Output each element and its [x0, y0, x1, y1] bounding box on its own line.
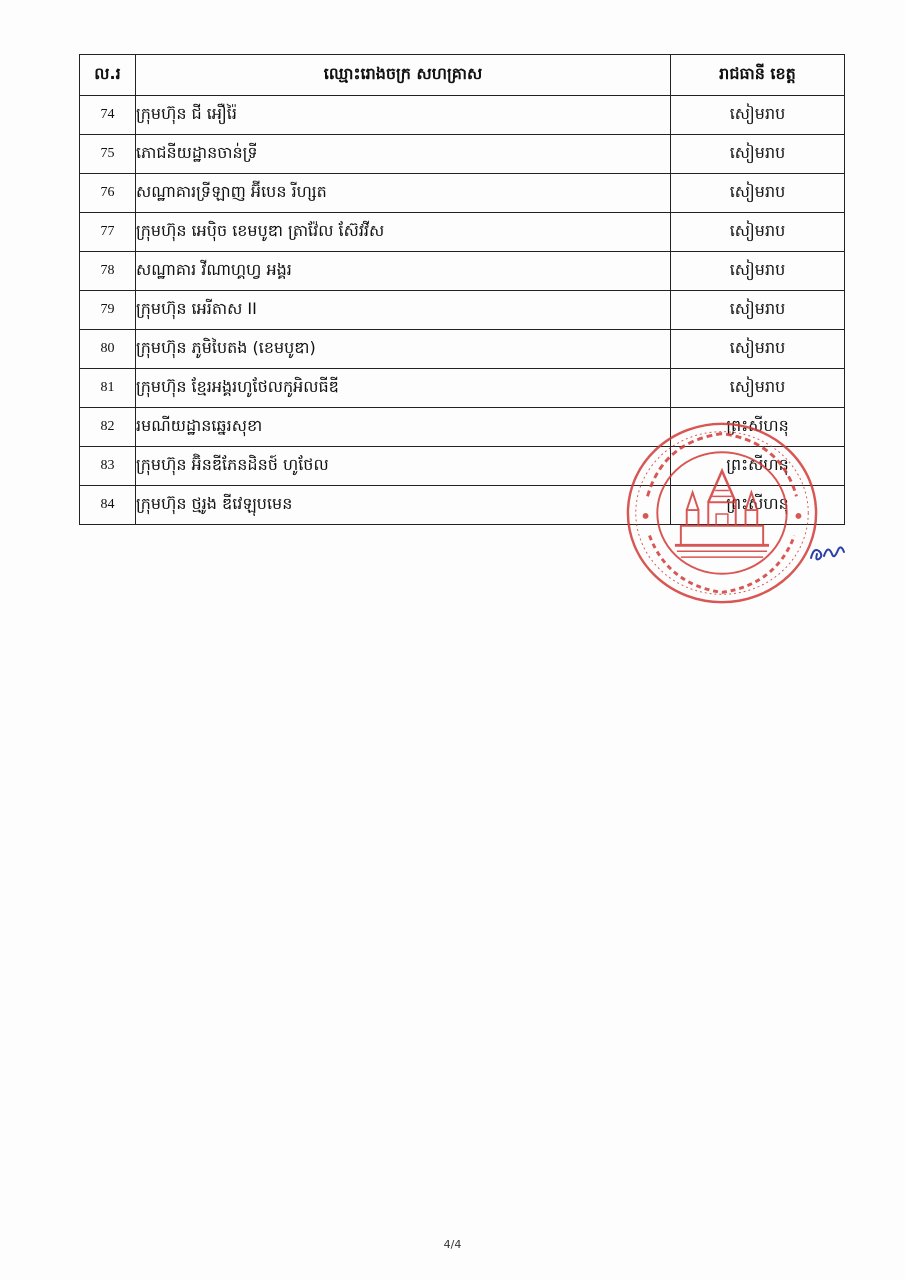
- row-province: សៀមរាប: [671, 174, 845, 213]
- header-province: រាជធានី ខេត្ត: [671, 55, 845, 96]
- row-province: សៀមរាប: [671, 369, 845, 408]
- row-number: 81: [80, 369, 136, 408]
- table-row: [80, 174, 845, 213]
- row-province: សៀមរាប: [671, 96, 845, 135]
- row-enterprise-name: រមណីយដ្ឋានឆ្នេរសុខា: [136, 408, 671, 447]
- table-row: [80, 447, 845, 486]
- table-row: [80, 213, 845, 252]
- row-number: 75: [80, 135, 136, 174]
- table-row: [80, 486, 845, 525]
- row-enterprise-name: ក្រុមហ៊ុន អ៊ិនឌីភែនដិនថ៍ ហូថែល: [136, 447, 671, 486]
- row-number: 83: [80, 447, 136, 486]
- table-header-row: [80, 55, 845, 96]
- table-row: [80, 369, 845, 408]
- row-number: 80: [80, 330, 136, 369]
- row-province: ព្រះសីហនុ: [671, 486, 845, 525]
- table-row: [80, 135, 845, 174]
- table-row: [80, 252, 845, 291]
- header-enterprise-name: ឈ្មោះរោងចក្រ សហគ្រាស: [136, 55, 671, 96]
- table-row: [80, 408, 845, 447]
- row-province: សៀមរាប: [671, 135, 845, 174]
- page-number: 4/4: [443, 1238, 462, 1251]
- row-enterprise-name: ភោជនីយដ្ឋានចាន់ទ្រី: [136, 135, 671, 174]
- row-province: ព្រះសីហនុ: [671, 447, 845, 486]
- enterprise-table: [79, 54, 845, 525]
- row-enterprise-name: ក្រុមហ៊ុន ភូមិបៃតង (ខេមបូឌា): [136, 330, 671, 369]
- row-number: 77: [80, 213, 136, 252]
- row-number: 82: [80, 408, 136, 447]
- row-province: សៀមរាប: [671, 252, 845, 291]
- row-enterprise-name: ក្រុមហ៊ុន អេប៉ិច ខេមបូឌា ត្រាវ៉ែល ស៊ែវវីស: [136, 213, 671, 252]
- row-province: សៀមរាប: [671, 213, 845, 252]
- row-number: 74: [80, 96, 136, 135]
- row-enterprise-name: ក្រុមហ៊ុន អេរីតាស II: [136, 291, 671, 330]
- row-number: 79: [80, 291, 136, 330]
- row-enterprise-name: សណ្ឋាគារ វីណាហ្គហ្វ អង្គរ: [136, 252, 671, 291]
- row-number: 84: [80, 486, 136, 525]
- row-enterprise-name: សណ្ឋាគារទ្រីឡាញ អ៊ីបេន រីហ្សត: [136, 174, 671, 213]
- row-province: ព្រះសីហនុ: [671, 408, 845, 447]
- row-number: 78: [80, 252, 136, 291]
- table-row: [80, 330, 845, 369]
- table-row: [80, 96, 845, 135]
- row-enterprise-name: ក្រុមហ៊ុន ខ្មែរអង្គរហូថែលកូអិលធីឌី: [136, 369, 671, 408]
- table-row: [80, 291, 845, 330]
- header-number: ល.រ: [80, 55, 136, 96]
- row-province: សៀមរាប: [671, 330, 845, 369]
- row-number: 76: [80, 174, 136, 213]
- row-province: សៀមរាប: [671, 291, 845, 330]
- row-enterprise-name: ក្រុមហ៊ុន ជី អឿរ៉ៃ: [136, 96, 671, 135]
- row-enterprise-name: ក្រុមហ៊ុន ថ្មរូង ឌីវេឡុបមេន: [136, 486, 671, 525]
- signature-icon: [808, 538, 848, 564]
